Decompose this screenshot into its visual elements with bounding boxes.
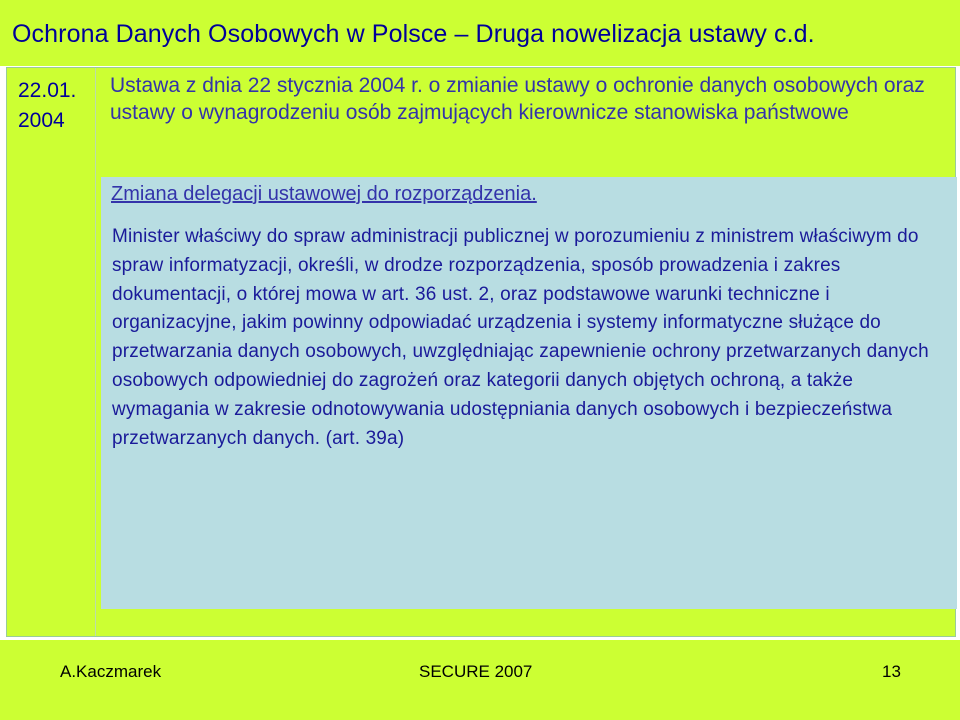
footer-author: A.Kaczmarek [60,662,162,681]
change-heading: Zmiana delegacji ustawowej do rozporządzenia. [111,183,537,205]
date-label [18,76,76,136]
act-title: Ustawa z dnia 22 stycznia 2004 r. o zmianie ustawy o ochronie danych osobowych oraz ustawy o wynagrodzeniu osób zajmujących kierownicze stanowiska państwowe [110,74,925,124]
amendment-panel [101,177,957,609]
content-box [6,67,956,637]
footer-event: SECURE 2007 [419,662,533,681]
page-number: 13 [882,662,901,681]
regulation-text: Minister właściwy do spraw administracji publicznej w porozumieniu z ministrem właściwym do spraw informatyzacji, określi, w drodze rozporządzenia, sposób prowadzenia i zakres dokumentacji, o której mowa w art. 36 ust. 2, oraz podstawowe warunki techniczne i organizacyjne, jakim powinny odpowiadać urządzenia i systemy informatyczne służące do przetwarzania danych osobowych, uwzględniając zapewnienie ochrony przetwarzanych danych osobowych odpowiedniej do zagrożeń oraz kategorii danych objętych ochroną, a także wymagania w zakresie odnotowywania udostępniania danych osobowych i bezpieczeństwa przetwarzanych danych. (art. 39a) [112,226,929,449]
date-column [7,68,96,636]
date-line-2: 2004 [18,109,65,132]
title-bar [0,0,960,66]
date-line-1: 22.01. [18,79,77,102]
footer [0,640,960,720]
slide-title: Ochrona Danych Osobowych w Polsce – Druga nowelizacja ustawy c.d. [12,20,815,48]
